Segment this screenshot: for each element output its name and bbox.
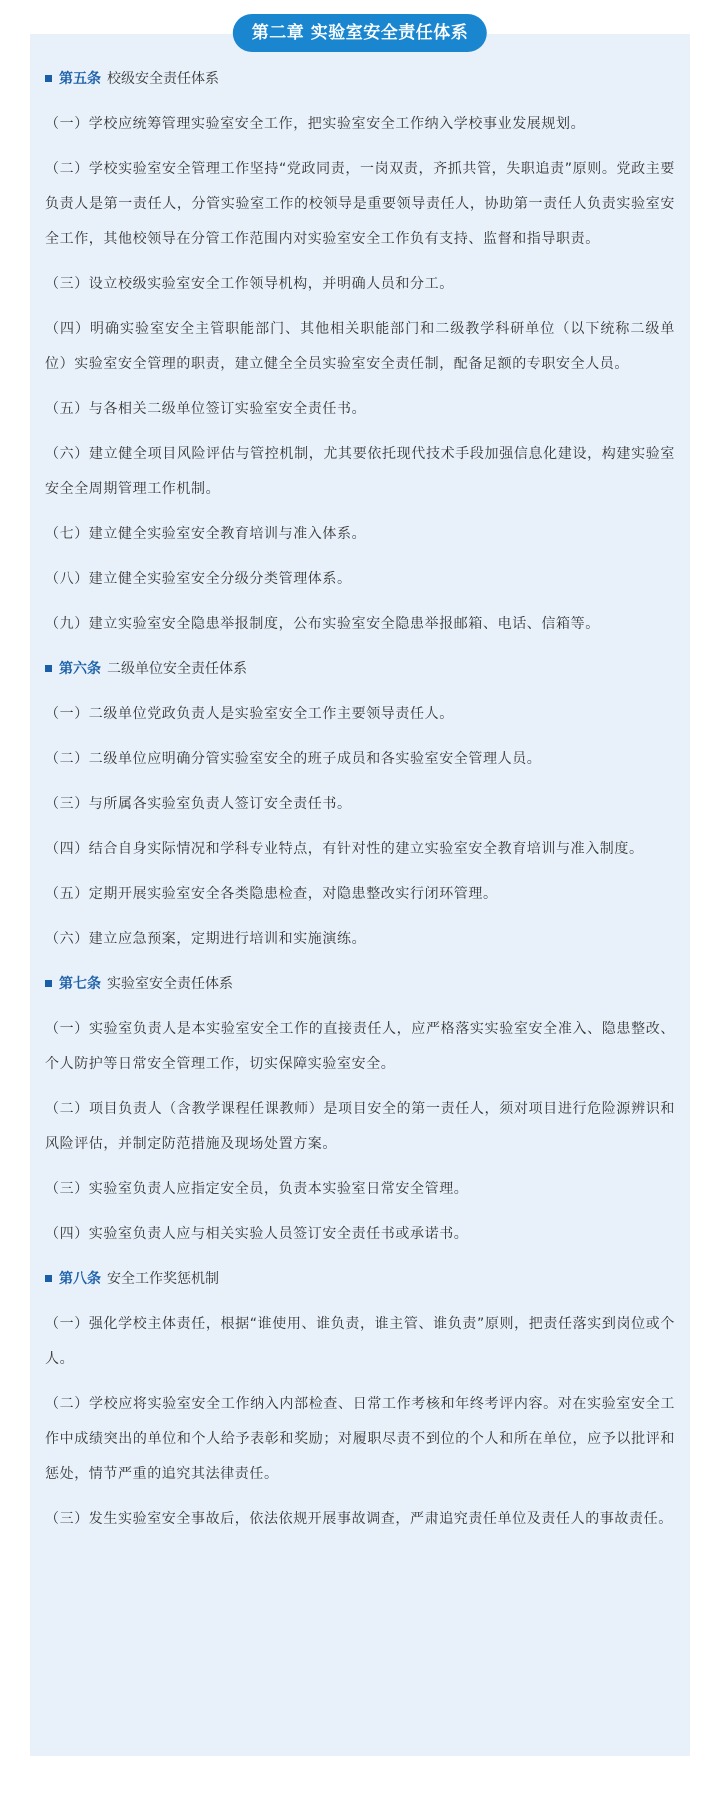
clause-paragraph: （九）建立实验室安全隐患举报制度，公布实验室安全隐患举报邮箱、电话、信箱等。	[45, 616, 600, 632]
square-bullet-icon	[45, 980, 52, 987]
section-title: 实验室安全责任体系	[107, 976, 233, 992]
clause-paragraph: （二）学校应将实验室安全工作纳入内部检查、日常工作考核和年终考评内容。对在实验室安全工作中成绩突出的单位和个人给予表彰和奖励；对履职尽责不到位的个人和所在单位，应予以批评和惩处，情节严重的追究其法律责任。	[45, 1396, 675, 1482]
clause-paragraph: （六）建立健全项目风险评估与管控机制，尤其要依托现代技术手段加强信息化建设，构建实验室安全全周期管理工作机制。	[45, 446, 675, 497]
clause-paragraph: （五）定期开展实验室安全各类隐患检查，对隐患整改实行闭环管理。	[45, 886, 498, 902]
article-number: 第八条	[59, 1271, 101, 1287]
clause-paragraph: （一）实验室负责人是本实验室安全工作的直接责任人，应严格落实实验室安全准入、隐患整改、个人防护等日常安全管理工作，切实保障实验室安全。	[45, 1021, 675, 1072]
section-heading	[45, 652, 675, 687]
section-heading	[45, 967, 675, 1002]
clause-paragraph: （三）发生实验室安全事故后，依法依规开展事故调查，严肃追究责任单位及责任人的事故责任。	[45, 1511, 673, 1527]
section-heading	[45, 62, 675, 97]
clause-paragraph: （二）学校实验室安全管理工作坚持“党政同责，一岗双责，齐抓共管，失职追责”原则。党政主要负责人是第一责任人，分管实验室工作的校领导是重要领导责任人，协助第一责任人负责实验室安全工作，其他校领导在分管工作范围内对实验室安全工作负有支持、监督和指导职责。	[45, 161, 675, 247]
clause-paragraph: （六）建立应急预案，定期进行培训和实施演练。	[45, 931, 367, 947]
section-title: 二级单位安全责任体系	[107, 661, 247, 677]
clause-paragraph: （一）强化学校主体责任，根据“谁使用、谁负责，谁主管、谁负责”原则，把责任落实到岗位或个人。	[45, 1316, 675, 1367]
article-number: 第五条	[59, 71, 101, 87]
square-bullet-icon	[45, 1275, 52, 1282]
article-number: 第七条	[59, 976, 101, 992]
clause-paragraph: （四）实验室负责人应与相关实验人员签订安全责任书或承诺书。	[45, 1226, 469, 1242]
clause-paragraph: （七）建立健全实验室安全教育培训与准入体系。	[45, 526, 367, 542]
square-bullet-icon	[45, 75, 52, 82]
clause-paragraph: （四）明确实验室安全主管职能部门、其他相关职能部门和二级教学科研单位（以下统称二级单位）实验室安全管理的职责，建立健全全员实验室安全责任制，配备足额的专职安全人员。	[45, 321, 675, 372]
clause-paragraph: （三）设立校级实验室安全工作领导机构，并明确人员和分工。	[45, 276, 454, 292]
clause-paragraph: （三）与所属各实验室负责人签订安全责任书。	[45, 796, 352, 812]
chapter-content	[45, 62, 675, 1547]
article-number: 第六条	[59, 661, 101, 677]
square-bullet-icon	[45, 665, 52, 672]
section-title: 校级安全责任体系	[107, 71, 219, 87]
clause-paragraph: （八）建立健全实验室安全分级分类管理体系。	[45, 571, 352, 587]
section-title: 安全工作奖惩机制	[107, 1271, 219, 1287]
chapter-title: 第二章 实验室安全责任体系	[233, 14, 487, 52]
clause-paragraph: （一）二级单位党政负责人是实验室安全工作主要领导责任人。	[45, 706, 454, 722]
clause-paragraph: （一）学校应统筹管理实验室安全工作，把实验室安全工作纳入学校事业发展规划。	[45, 116, 586, 132]
clause-paragraph: （四）结合自身实际情况和学科专业特点，有针对性的建立实验室安全教育培训与准入制度。	[45, 841, 644, 857]
clause-paragraph: （三）实验室负责人应指定安全员，负责本实验室日常安全管理。	[45, 1181, 469, 1197]
clause-paragraph: （五）与各相关二级单位签订实验室安全责任书。	[45, 401, 367, 417]
section-heading	[45, 1262, 675, 1297]
clause-paragraph: （二）二级单位应明确分管实验室安全的班子成员和各实验室安全管理人员。	[45, 751, 542, 767]
clause-paragraph: （二）项目负责人（含教学课程任课教师）是项目安全的第一责任人，须对项目进行危险源辨识和风险评估，并制定防范措施及现场处置方案。	[45, 1101, 675, 1152]
